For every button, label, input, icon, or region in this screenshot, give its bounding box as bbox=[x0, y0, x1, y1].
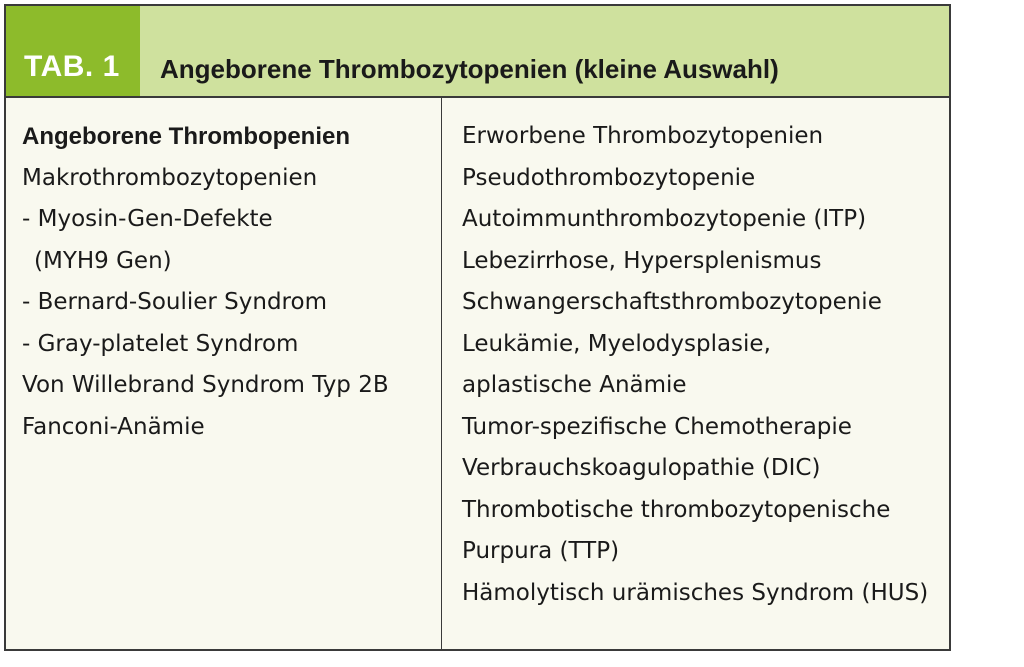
right-line: Hämolytisch urämisches Syndrom (HUS) bbox=[462, 579, 929, 606]
left-line: (MYH9 Gen) bbox=[34, 247, 172, 274]
left-line: - Bernard-Soulier Syndrom bbox=[22, 289, 327, 315]
table-header bbox=[6, 6, 949, 98]
left-line: - Myosin-Gen-Defekte bbox=[22, 206, 273, 232]
right-line: Schwangerschaftsthrombozytopenie bbox=[462, 289, 882, 315]
table-frame bbox=[4, 4, 951, 651]
left-line: Makrothrombozytopenien bbox=[22, 164, 318, 191]
tab-label: TAB. 1 bbox=[6, 6, 140, 96]
left-line: Von Willebrand Syndrom Typ 2B bbox=[22, 372, 389, 398]
right-line: Thrombotische thrombozytopenische bbox=[462, 496, 891, 523]
right-line: Purpura (TTP) bbox=[462, 538, 620, 564]
left-line: Fanconi-Anämie bbox=[22, 413, 205, 440]
table-title: Angeborene Thrombozytopenien (kleine Auswahl) bbox=[160, 54, 779, 84]
right-line: Erworbene Thrombozytopenien bbox=[462, 123, 824, 149]
left-line: - Gray-platelet Syndrom bbox=[22, 330, 299, 357]
right-line: Autoimmunthrombozytopenie (ITP) bbox=[462, 206, 867, 232]
left-line: Angeborene Thrombopenien bbox=[22, 123, 351, 150]
right-column bbox=[442, 98, 949, 649]
right-line: aplastische Anämie bbox=[462, 372, 687, 398]
table-body bbox=[6, 98, 949, 649]
right-line: Verbrauchskoagulopathie (DIC) bbox=[462, 455, 821, 481]
left-column bbox=[6, 98, 442, 649]
right-line: Pseudothrombozytopenie bbox=[462, 164, 756, 191]
right-line: Lebezirrhose, Hypersplenismus bbox=[462, 247, 822, 274]
right-line: Tumor-spezifische Chemotherapie bbox=[462, 413, 852, 440]
right-line: Leukämie, Myelodysplasie, bbox=[462, 330, 771, 357]
